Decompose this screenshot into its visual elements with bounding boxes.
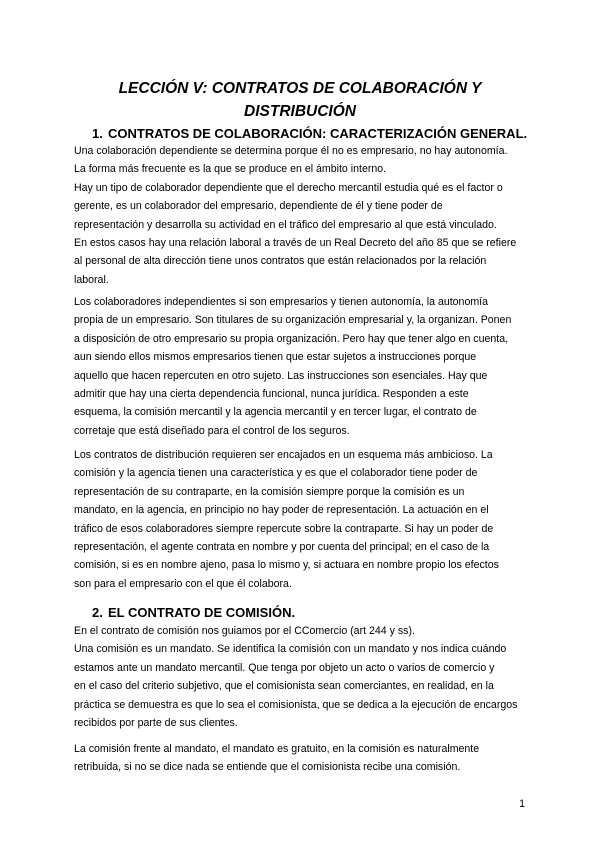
text-line: son para el empresario con el que él colabora. bbox=[74, 577, 292, 590]
section-1-heading-text: CONTRATOS DE COLABORACIÓN: CARACTERIZACIÓN GENERAL. bbox=[108, 126, 528, 141]
document-title-line-1: LECCIÓN V: CONTRATOS DE COLABORACIÓN Y bbox=[118, 80, 482, 97]
section-1-paragraph-3 bbox=[74, 446, 530, 593]
text-line: al personal de alta dirección tiene unos contratos que están relacionados por la relación bbox=[74, 255, 487, 268]
section-1-heading bbox=[92, 125, 527, 142]
text-line: laboral. bbox=[74, 273, 109, 286]
section-1-paragraph-2 bbox=[74, 293, 530, 440]
section-2-heading bbox=[92, 604, 295, 621]
text-line: Los contratos de distribución requieren ser encajados en un esquema más ambicioso. La bbox=[74, 449, 493, 461]
section-2-number: 2. bbox=[92, 605, 103, 620]
text-line: retribuida, si no se dice nada se entiende que el comisionista recibe una comisión. bbox=[74, 761, 461, 774]
section-2-paragraph-2 bbox=[74, 740, 530, 777]
text-line: práctica se demuestra es que lo sea el comisionista, que se dedica a la ejecución de encargos bbox=[74, 698, 518, 711]
text-line: corretaje que está diseñado para el control de los seguros. bbox=[74, 424, 350, 437]
text-line: Los colaboradores independientes si son empresarios y tienen autonomía, la autonomía bbox=[74, 296, 489, 308]
text-line: tráfico de esos colaboradores siempre repercute sobre la contraparte. Si hay un poder de bbox=[74, 522, 494, 535]
text-line: a disposición de otro empresario su propia organización. Pero hay que tener algo en cuenta, bbox=[74, 332, 509, 345]
document-title-line-2: DISTRIBUCIÓN bbox=[244, 103, 356, 120]
text-line: Hay un tipo de colaborador dependiente que el derecho mercantil estudia qué es el factor o bbox=[74, 181, 503, 194]
text-line: En estos casos hay una relación laboral a través de un Real Decreto del año 85 que se refiere bbox=[74, 237, 517, 250]
text-line: mandato, en la agencia, en principio no hay poder de representación. La actuación en el bbox=[74, 504, 489, 517]
text-line: representación de su contraparte, en la comisión siempre porque la comisión es un bbox=[74, 485, 465, 498]
text-line: propia de un empresario. Son titulares de su organización empresarial y, la organizan. Ponen bbox=[74, 314, 512, 327]
text-line: comisión y la agencia tienen una característica y es que el colaborador tiene poder de bbox=[74, 467, 478, 480]
text-line: recibidos por parte de sus clientes. bbox=[74, 717, 238, 730]
text-line: Una colaboración dependiente se determina porque él no es empresario, no hay autonomía. bbox=[74, 145, 508, 157]
section-2-heading-text: EL CONTRATO DE COMISIÓN. bbox=[108, 605, 296, 620]
section-2-paragraph-1 bbox=[74, 622, 530, 732]
text-line: aun siendo ellos mismos empresarios tienen que estar sujetos a instrucciones porque bbox=[74, 351, 477, 364]
text-line: esquema, la comisión mercantil y la agencia mercantil y en tercer lugar, el contrato de bbox=[74, 406, 477, 419]
text-line: admitir que hay una cierta dependencia funcional, nunca jurídica. Responden a este bbox=[74, 388, 469, 401]
text-line: Una comisión es un mandato. Se identifica la comisión con un mandato y nos indica cuándo bbox=[74, 643, 507, 656]
text-line: aquello que hacen repercuten en otro sujeto. Las instrucciones son esenciales. Hay que bbox=[74, 369, 488, 382]
text-line: La forma más frecuente es la que se produce en el ámbito interno. bbox=[74, 163, 387, 176]
text-line: La comisión frente al mandato, el mandato es gratuito, en la comisión es naturalmente bbox=[74, 743, 480, 755]
text-line: en el caso del criterio subjetivo, que el comisionista sean comerciantes, en realidad, en la bbox=[74, 680, 494, 693]
text-line: representación, el agente contrata en nombre y por cuenta del principal; en el caso de la bbox=[74, 541, 490, 554]
section-1-paragraph-1 bbox=[74, 142, 530, 289]
text-line: comisión, si es en nombre ajeno, pasa lo mismo y, si actuara en nombre propio los efectos bbox=[74, 559, 499, 572]
text-line: representación y desarrolla su actividad en el tráfico del empresario al que está vinculado. bbox=[74, 218, 497, 231]
text-line: estamos ante un mandato mercantil. Que tenga por objeto un acto o varios de comercio y bbox=[74, 661, 495, 674]
page-number: 1 bbox=[519, 798, 525, 810]
text-line: En el contrato de comisión nos guiamos por el CComercio (art 244 y ss). bbox=[74, 625, 415, 637]
text-line: gerente, es un colaborador del empresario, dependiente de él y tiene poder de bbox=[74, 200, 443, 213]
section-1-number: 1. bbox=[92, 126, 103, 141]
